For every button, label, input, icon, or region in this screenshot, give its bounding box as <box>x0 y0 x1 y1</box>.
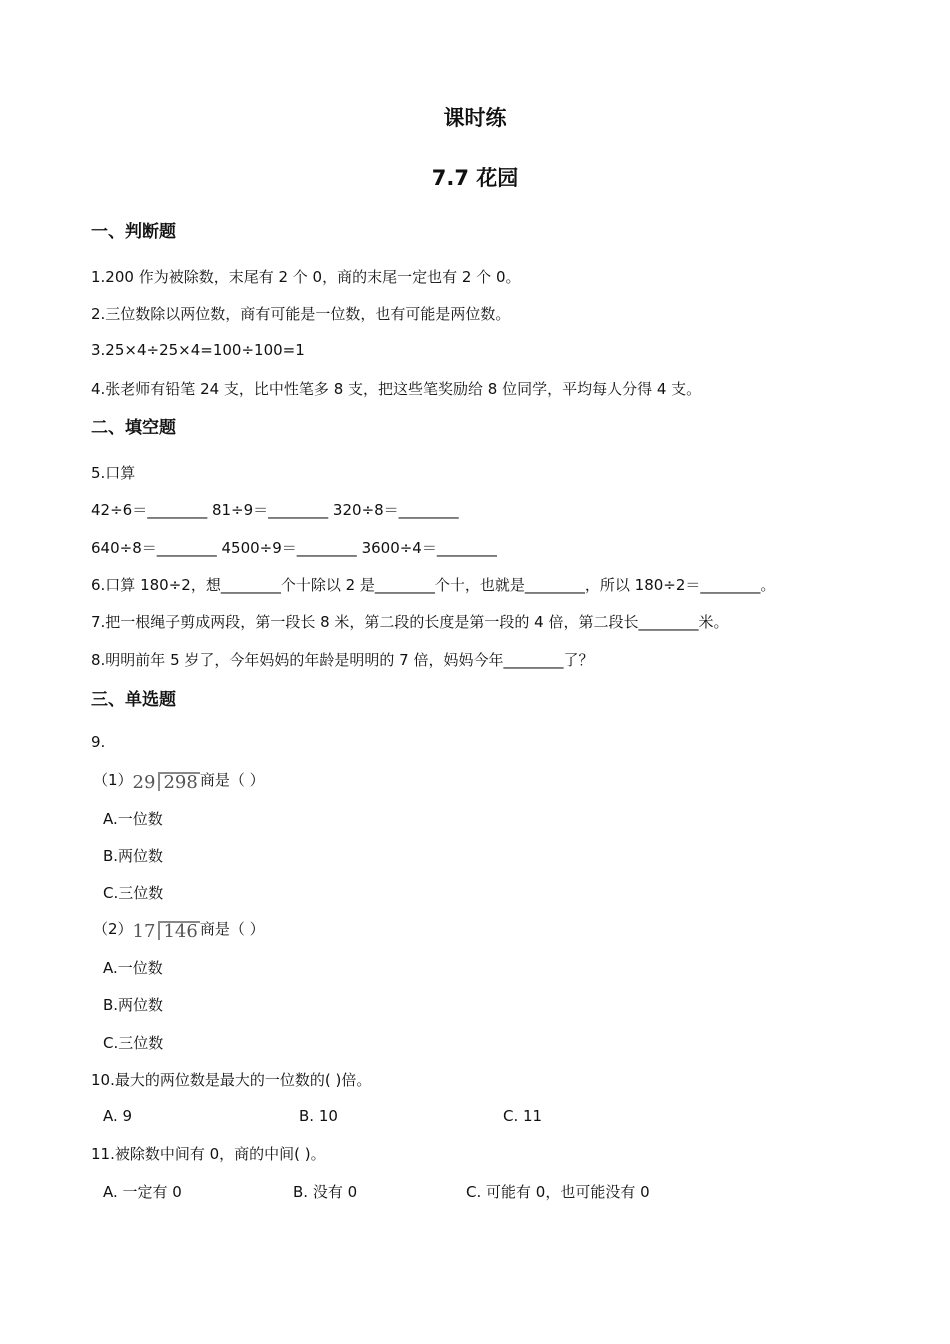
q9-2-option-c[interactable]: C.三位数 <box>103 1034 164 1052</box>
question-9-sub-1 <box>93 769 265 793</box>
section-heading-judgement: 一、判断题 <box>91 222 176 242</box>
sub-question-suffix: 商是（ ） <box>199 771 265 789</box>
question-6: 6.口算 180÷2，想________个十除以 2 是________个十，也就是________，所以 180÷2＝________。 <box>91 576 776 594</box>
question-7: 7.把一根绳子剪成两段，第一段长 8 米，第二段的长度是第一段的 4 倍，第二段长________米。 <box>91 613 729 631</box>
divisor: 17 <box>132 921 156 942</box>
q9-2-option-b[interactable]: B.两位数 <box>103 996 164 1014</box>
q9-2-option-a[interactable]: A.一位数 <box>103 959 163 977</box>
sub-question-label: （1） <box>93 771 133 789</box>
q9-1-option-b[interactable]: B.两位数 <box>103 847 164 865</box>
q11-option-b[interactable]: B. 没有 0 <box>293 1183 358 1201</box>
dividend: 146 <box>158 921 199 940</box>
q9-1-option-c[interactable]: C.三位数 <box>103 884 164 902</box>
sub-question-suffix: 商是（ ） <box>199 920 265 938</box>
q11-option-c[interactable]: C. 可能有 0，也可能没有 0 <box>466 1183 650 1201</box>
divisor: 29 <box>132 772 156 793</box>
question-4: 4.张老师有铅笔 24 支，比中性笔多 8 支，把这些笔奖励给 8 位同学，平均每人分得 4 支。 <box>91 380 702 398</box>
question-11: 11.被除数中间有 0，商的中间( )。 <box>91 1145 326 1163</box>
question-5-row-2: 640÷8＝________ 4500÷9＝________ 3600÷4＝________ <box>91 539 497 557</box>
question-9-sub-2 <box>93 918 265 942</box>
long-division-expression <box>133 921 200 942</box>
question-1: 1.200 作为被除数，末尾有 2 个 0，商的末尾一定也有 2 个 0。 <box>91 268 521 286</box>
question-10: 10.最大的两位数是最大的一位数的( )倍。 <box>91 1071 372 1089</box>
question-8: 8.明明前年 5 岁了，今年妈妈的年龄是明明的 7 倍，妈妈今年________了？ <box>91 651 594 669</box>
sub-question-label: （2） <box>93 920 133 938</box>
document-subtitle: 7.7 花园 <box>431 166 519 190</box>
dividend: 298 <box>158 772 199 791</box>
question-5-intro: 5.口算 <box>91 464 136 482</box>
section-heading-fill-in: 二、填空题 <box>91 418 176 438</box>
q10-option-c[interactable]: C. 11 <box>503 1107 543 1125</box>
q10-option-b[interactable]: B. 10 <box>299 1107 338 1125</box>
long-division-expression <box>133 772 200 793</box>
q10-option-a[interactable]: A. 9 <box>103 1107 133 1125</box>
question-5-row-1: 42÷6＝________ 81÷9＝________ 320÷8＝________ <box>91 501 459 519</box>
question-9-number: 9. <box>91 733 106 751</box>
q11-option-a[interactable]: A. 一定有 0 <box>103 1183 182 1201</box>
question-2: 2.三位数除以两位数，商有可能是一位数，也有可能是两位数。 <box>91 305 511 323</box>
section-heading-single-choice: 三、单选题 <box>91 690 176 710</box>
question-3: 3.25×4÷25×4=100÷100=1 <box>91 341 305 359</box>
q9-1-option-a[interactable]: A.一位数 <box>103 810 163 828</box>
document-title: 课时练 <box>443 106 507 130</box>
